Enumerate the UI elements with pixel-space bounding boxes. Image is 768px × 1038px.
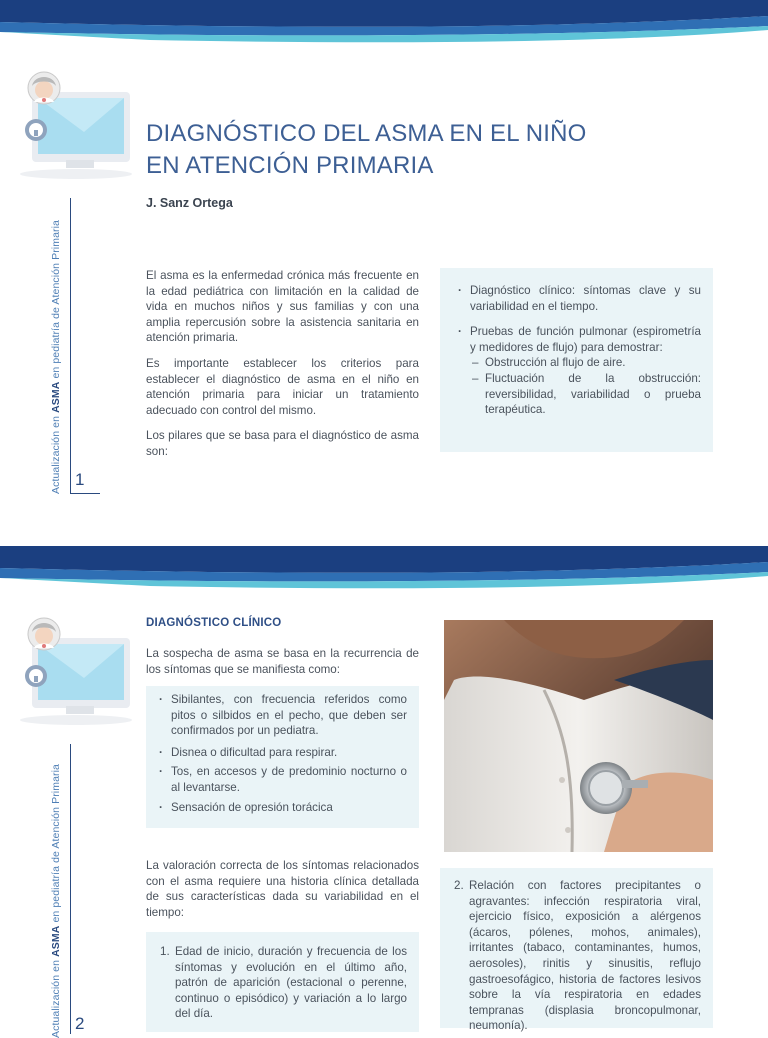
section-title: DIAGNÓSTICO CLÍNICO bbox=[146, 617, 282, 629]
sidebar-vertical bbox=[50, 744, 100, 1038]
page-number: 2 bbox=[75, 1014, 85, 1033]
numbered-item: 1. Edad de inicio, duración y frecuencia de los síntomas y evolución en el último año, patrón de aparición (estacional o perenne, continuo o episódico) y variación a lo largo del día. bbox=[160, 945, 407, 1021]
intro-text: La sospecha de asma se basa en la recurrencia de los síntomas que se manifiesta como: bbox=[146, 647, 419, 676]
sidebar-rule bbox=[70, 744, 71, 1034]
page-gap bbox=[0, 520, 768, 546]
page-title: DIAGNÓSTICO DEL ASMA EN EL NIÑO EN ATENCIÓN PRIMARIA bbox=[146, 120, 587, 179]
sub-list-item: – Obstrucción al flujo de aire. bbox=[470, 355, 701, 371]
history-box-2 bbox=[440, 868, 713, 1033]
list-item: · Diagnóstico clínico: síntomas clave y su variabilidad en el tiempo. bbox=[455, 283, 701, 314]
history-box-1 bbox=[146, 932, 419, 1032]
page-2 bbox=[0, 546, 768, 1038]
numbered-item: 2. Relación con factores precipitantes o agravantes: infección respiratoria viral, ejercicio físico, exposición a alérgenos (ácaros, pólenes, mohos, animales), irritantes (tabaco, contaminantes, humos, aerosoles), rinitis y sinusitis, reflujo gastroesofágico, historia de factores lesivos sobre la vía respiratoria en edades tempranas (displasia broncopulmonar, neumonía). bbox=[454, 879, 701, 1033]
list-item: · Sibilantes, con frecuencia referidos como pitos o silbidos en el pecho, que deben ser confirmados por un pediatra. bbox=[156, 692, 407, 739]
paragraph: Es importante establecer los criterios para establecer el diagnóstico de asma en el niño en atención primaria para iniciar un tratamiento adecuado con control del mismo. bbox=[146, 356, 419, 417]
sidebar-vertical bbox=[50, 198, 100, 498]
sub-list-item: – Fluctuación de la obstrucción: reversibilidad, variabilidad o prueba terapéutica. bbox=[470, 371, 701, 418]
author-name: J. Sanz Ortega bbox=[146, 196, 233, 210]
doctor-monitor-logo bbox=[18, 70, 136, 180]
sidebar-rule bbox=[70, 198, 71, 494]
intro-text bbox=[146, 268, 419, 470]
pillars-box bbox=[440, 268, 713, 452]
sidebar-caption: Actualización en ASMA en pediatría de Atención Primaria bbox=[50, 764, 62, 1038]
page-number: 1 bbox=[75, 470, 85, 489]
symptoms-box bbox=[146, 686, 419, 828]
list-item: · Disnea o dificultad para respirar. bbox=[156, 745, 407, 761]
header-band bbox=[0, 546, 768, 588]
list-item: · Tos, en accesos y de predominio nocturno o al levantarse. bbox=[156, 764, 407, 795]
sidebar-caption: Actualización en ASMA en pediatría de Atención Primaria bbox=[50, 220, 62, 494]
paragraph: El asma es la enfermedad crónica más frecuente en la edad pediátrica con limitación en la calidad de vida en muchos niños y sus familias y con una amplia repercusión sobre la asistencia sanitaria en atención primaria. bbox=[146, 269, 419, 345]
stethoscope-photo bbox=[444, 620, 713, 852]
paragraph: Los pilares que se basa para el diagnóstico de asma son: bbox=[146, 429, 419, 458]
sidebar-base-rule bbox=[70, 493, 100, 494]
list-item: · Pruebas de función pulmonar (espirometría y medidores de flujo) para demostrar: bbox=[455, 324, 701, 355]
doctor-monitor-logo bbox=[18, 616, 136, 726]
valoracion-text: La valoración correcta de los síntomas relacionados con el asma requiere una historia clínica detallada de sus características dada su variabilidad en el tiempo: bbox=[146, 859, 419, 919]
list-item: · Sensación de opresión torácica bbox=[156, 800, 407, 816]
header-band bbox=[0, 0, 768, 42]
